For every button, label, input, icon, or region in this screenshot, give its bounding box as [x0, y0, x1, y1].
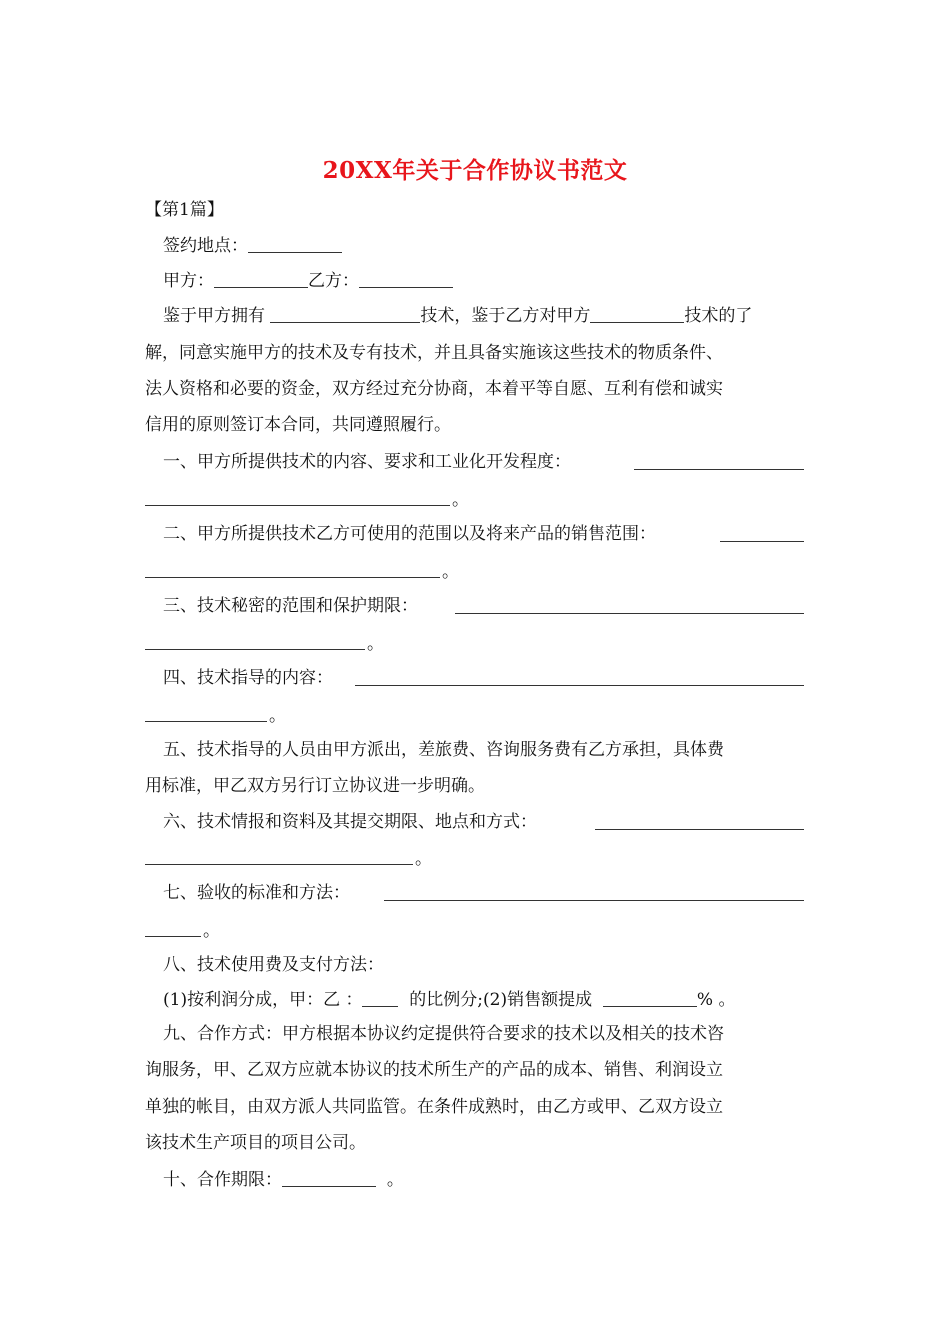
- period-blank: [282, 1171, 376, 1187]
- item-7-blank-b: [145, 936, 201, 937]
- party-b-label: 乙方：: [308, 271, 359, 291]
- item-4-blank-a: [355, 685, 804, 686]
- preamble-line-2: 解，同意实施甲方的技术及专有技术，并且具备实施该这些技术的物质条件、: [145, 343, 723, 363]
- item-4-period: 。: [269, 706, 286, 726]
- item-2-blank-b: [145, 577, 440, 578]
- item-3-blank-b: [145, 649, 365, 650]
- item-9-line-1: 九、合作方式：甲方根据本协议约定提供符合要求的技术以及相关的技术咨: [163, 1024, 724, 1044]
- item-3-period: 。: [367, 634, 384, 654]
- item-9-line-2: 询服务，甲、乙双方应就本协议的技术所生产的产品的成本、销售、利润设立: [145, 1060, 723, 1080]
- item-7-period: 。: [203, 921, 220, 941]
- item-2-period: 。: [442, 562, 459, 582]
- item-4: 四、技术指导的内容：: [163, 668, 333, 688]
- item-5-line-1: 五、技术指导的人员由甲方派出，差旅费、咨询服务费有乙方承担，具体费: [163, 740, 724, 760]
- item-2-blank-a: [720, 541, 804, 542]
- party-b-blank: [359, 272, 453, 288]
- item-8: 八、技术使用费及支付方法：: [163, 955, 384, 975]
- item-10: [163, 1170, 805, 1190]
- parties-line: [163, 271, 805, 291]
- party-a-blank: [214, 272, 308, 288]
- item-2: 二、甲方所提供技术乙方可使用的范围以及将来产品的销售范围：: [163, 524, 656, 544]
- item-8-text-c: % 。: [696, 990, 736, 1010]
- item-1-blank-a: [634, 469, 804, 470]
- tech-blank-1: [270, 307, 420, 323]
- item-10-label: 十、合作期限：: [163, 1170, 282, 1190]
- item-1-period: 。: [452, 490, 469, 510]
- preamble-line-4: 信用的原则签订本合同，共同遵照履行。: [145, 415, 451, 435]
- item-10-period: 。: [386, 1170, 404, 1190]
- preamble-text-c: 技术的了: [684, 306, 753, 326]
- item-5-line-2: 用标准，甲乙双方另行订立协议进一步明确。: [145, 776, 485, 796]
- item-8-text-a: (1)按利润分成，甲：乙 ：: [163, 990, 363, 1010]
- item-9-line-3: 单独的帐目，由双方派人共同监管。在条件成熟时，由乙方或甲、乙双方设立: [145, 1097, 723, 1117]
- document-title: 20XX年关于合作协议书范文: [322, 157, 628, 184]
- preamble-text-b: 技术，鉴于乙方对甲方: [420, 306, 591, 326]
- item-3-blank-a: [455, 613, 804, 614]
- sign-place-blank: [248, 237, 342, 253]
- item-6-blank-b: [145, 864, 413, 865]
- item-7-blank-a: [384, 900, 804, 901]
- sign-place-label: 签约地点：: [163, 236, 248, 256]
- item-8-text-b: 的比例分;(2)销售额提成: [409, 990, 593, 1010]
- party-a-label: 甲方：: [163, 271, 214, 291]
- item-7: 七、验收的标准和方法：: [163, 883, 350, 903]
- item-3: 三、技术秘密的范围和保护期限：: [163, 596, 418, 616]
- preamble-line-1: [163, 306, 805, 326]
- ratio-blank: [362, 991, 398, 1007]
- item-1: 一、甲方所提供技术的内容、要求和工业化开发程度：: [163, 452, 571, 472]
- section-label: 【第1篇】: [145, 200, 224, 220]
- preamble-text-a: 鉴于甲方拥有: [163, 306, 265, 326]
- commission-blank: [603, 991, 697, 1007]
- item-1-blank-b: [145, 505, 450, 506]
- item-6-blank-a: [595, 829, 804, 830]
- item-9-line-4: 该技术生产项目的项目公司。: [145, 1133, 366, 1153]
- preamble-line-3: 法人资格和必要的资金，双方经过充分协商，本着平等自愿、互利有偿和诚实: [145, 379, 723, 399]
- item-6: 六、技术情报和资料及其提交期限、地点和方式：: [163, 812, 537, 832]
- item-4-blank-b: [145, 721, 267, 722]
- item-6-period: 。: [415, 849, 432, 869]
- tech-blank-2: [590, 307, 684, 323]
- sign-place-line: [163, 236, 805, 256]
- item-8-detail: [163, 990, 805, 1010]
